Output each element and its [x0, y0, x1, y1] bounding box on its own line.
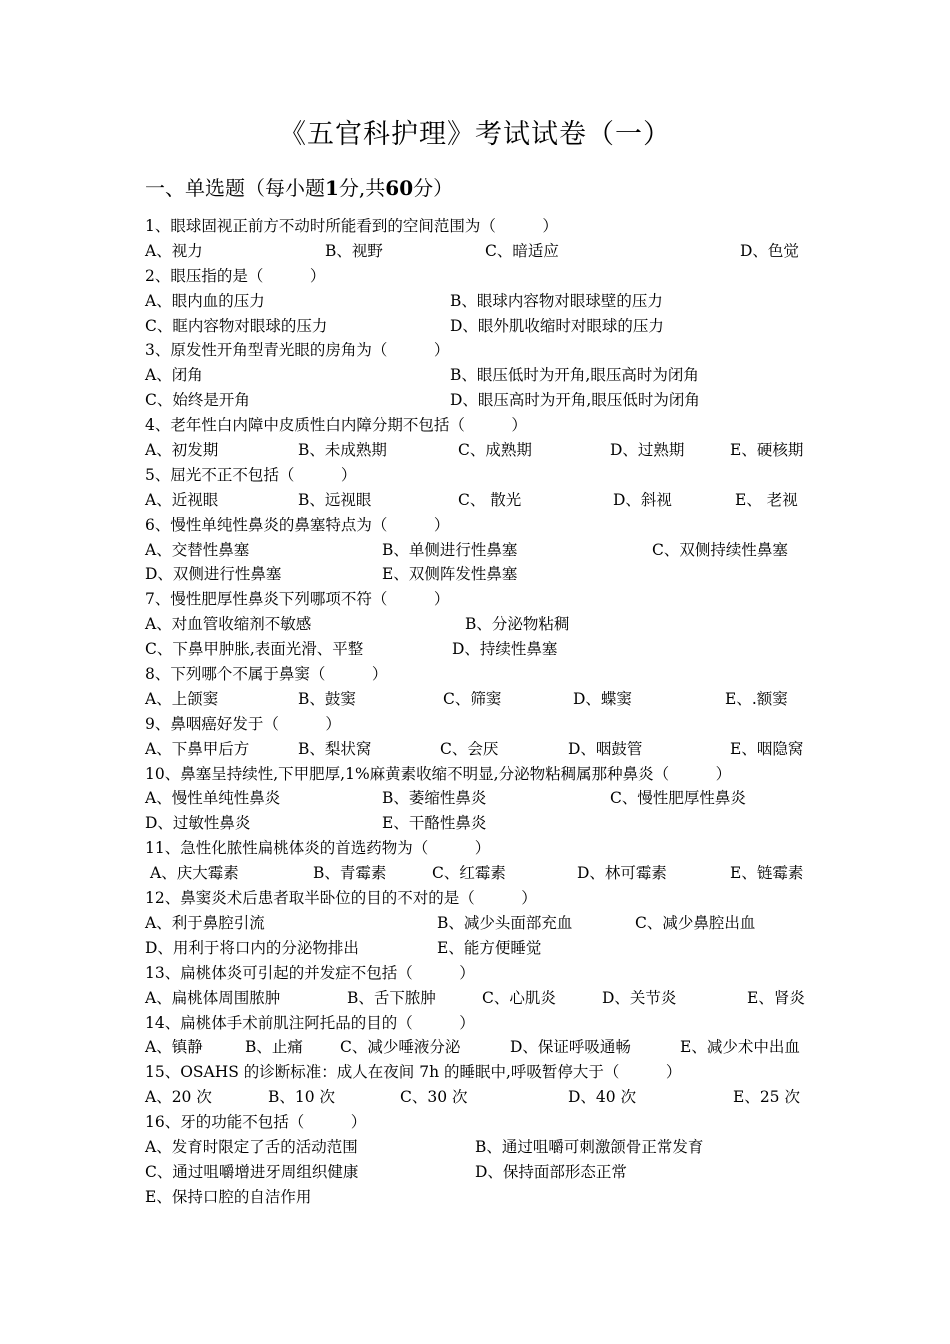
option: C、慢性肥厚性鼻炎 [610, 789, 746, 808]
option-row [145, 936, 815, 961]
option-row [145, 1085, 815, 1110]
option: E、保持口腔的自洁作用 [145, 1187, 312, 1206]
option: D、持续性鼻塞 [452, 640, 558, 659]
section-mid: 分,共 [338, 176, 386, 200]
option: D、眼压高时为开角,眼压低时为闭角 [450, 391, 700, 410]
option: C、减少鼻腔出血 [635, 913, 756, 932]
option: B、眼球内容物对眼球壁的压力 [450, 291, 663, 310]
option: C、心肌炎 [482, 988, 556, 1007]
question-stem: 14、扁桃体手术前肌注阿托品的目的（ ） [145, 1013, 475, 1032]
option: A、初发期 [145, 441, 219, 460]
option-row [145, 314, 815, 339]
option: A、闭角 [145, 366, 203, 385]
option: A、近视眼 [145, 490, 219, 509]
option-row [145, 1185, 815, 1210]
option: E、减少术中出血 [680, 1038, 800, 1057]
exam-title: 《五官科护理》考试试卷（一） [279, 119, 671, 150]
option-row [145, 637, 815, 662]
option: E、能方便睡觉 [437, 938, 542, 957]
option: B、10 次 [268, 1088, 336, 1107]
option: B、鼓窦 [298, 689, 356, 708]
option: E、链霉素 [730, 864, 804, 883]
option: A、20 次 [145, 1088, 212, 1107]
option: C、始终是开角 [145, 391, 250, 410]
option: A、交替性鼻塞 [145, 540, 250, 559]
option-row [145, 811, 815, 836]
option-row [145, 612, 815, 637]
option: A、扁桃体周围脓肿 [145, 988, 281, 1007]
option: A、眼内血的压力 [145, 291, 265, 310]
option: D、林可霉素 [577, 864, 667, 883]
option: C、减少唾液分泌 [340, 1038, 461, 1057]
option: E、硬核期 [730, 441, 804, 460]
option: B、减少头面部充血 [437, 913, 573, 932]
option: B、远视眼 [298, 490, 372, 509]
option: D、眼外肌收缩时对眼球的压力 [450, 316, 664, 335]
section-prefix: 一、单选题（每小题 [145, 176, 325, 200]
question-stem: 1、眼球固视正前方不动时所能看到的空间范围为（ ） [145, 217, 558, 235]
option: C、 散光 [458, 490, 522, 509]
option-row [145, 239, 815, 264]
question-stem: 4、老年性白内障中皮质性白内障分期不包括（ ） [145, 416, 527, 435]
option: C、双侧持续性鼻塞 [652, 540, 788, 559]
question-stem: 2、眼压指的是（ ） [145, 266, 326, 285]
question-stem: 5、屈光不正不包括（ ） [145, 465, 357, 484]
option: A、下鼻甲后方 [145, 739, 250, 758]
option: A、对血管收缩剂不敏感 [145, 615, 312, 634]
option: A、慢性单纯性鼻炎 [145, 789, 281, 808]
question-stem: 8、下列哪个不属于鼻窦（ ） [145, 665, 388, 684]
option-row [145, 986, 815, 1011]
option-row [145, 687, 815, 712]
option: B、梨状窝 [298, 739, 372, 758]
option: D、保持面部形态正常 [475, 1162, 627, 1181]
option: B、单侧进行性鼻塞 [382, 540, 518, 559]
option-row [145, 488, 815, 513]
option: D、用利于将口内的分泌物排出 [145, 938, 359, 957]
option-row [145, 1160, 815, 1185]
option: C、筛窦 [443, 689, 502, 708]
question-stem: 10、鼻塞呈持续性,下甲肥厚,1%麻黄素收缩不明显,分泌物粘稠属那种鼻炎（ ） [145, 764, 732, 783]
option-row [145, 1035, 815, 1060]
option-row [145, 388, 815, 413]
option: D、40 次 [568, 1088, 637, 1107]
option: E、.额窦 [725, 689, 788, 708]
option: C、成熟期 [458, 441, 532, 460]
question-stem: 16、牙的功能不包括（ ） [145, 1113, 367, 1132]
option: C、红霉素 [432, 864, 506, 883]
section-heading [145, 172, 453, 201]
option: A、镇静 [145, 1038, 203, 1057]
option: D、咽鼓管 [568, 739, 643, 758]
option: B、未成熟期 [298, 441, 387, 460]
question-stem: 13、扁桃体炎可引起的并发症不包括（ ） [145, 963, 475, 982]
option: B、分泌物粘稠 [465, 615, 570, 634]
option: D、色觉 [740, 241, 799, 260]
option: C、眶内容物对眼球的压力 [145, 316, 328, 335]
option-row [145, 1135, 815, 1160]
option: C、通过咀嚼增进牙周组织健康 [145, 1162, 359, 1181]
option-row [145, 737, 815, 762]
option: D、关节炎 [602, 988, 677, 1007]
option: B、止痛 [245, 1038, 303, 1057]
option: A、发育时限定了舌的活动范围 [145, 1137, 358, 1156]
option: E、双侧阵发性鼻塞 [382, 565, 518, 584]
question-list [145, 214, 815, 1210]
section-num2: 60 [385, 176, 414, 200]
option: D、斜视 [613, 490, 672, 509]
option-row [145, 786, 815, 811]
option: B、眼压低时为开角,眼压高时为闭角 [450, 366, 699, 385]
question-stem: 12、鼻窦炎术后患者取半卧位的目的不对的是（ ） [145, 889, 537, 908]
option: B、萎缩性鼻炎 [382, 789, 487, 808]
option: B、通过咀嚼可刺激颌骨正常发育 [475, 1137, 704, 1156]
section-suffix: 分） [413, 176, 454, 200]
question-stem: 9、鼻咽癌好发于（ ） [145, 714, 341, 733]
question-stem: 3、原发性开角型青光眼的房角为（ ） [145, 341, 450, 360]
option: E、25 次 [733, 1088, 800, 1107]
option: C、会厌 [440, 739, 499, 758]
option: D、保证呼吸通畅 [510, 1038, 631, 1057]
option: E、 老视 [735, 490, 798, 509]
option: E、干酪性鼻炎 [382, 814, 487, 833]
option: D、双侧进行性鼻塞 [145, 565, 282, 584]
option: B、视野 [325, 241, 383, 260]
question-stem: 15、OSAHS 的诊断标准：成人在夜间 7h 的睡眠中,呼吸暂停大于（ ） [145, 1063, 682, 1082]
option: A、利于鼻腔引流 [145, 913, 265, 932]
option-row [145, 538, 815, 563]
option-row [145, 289, 815, 314]
option: A、庆大霉素 [150, 864, 239, 883]
section-num1: 1 [325, 176, 339, 200]
question-stem: 11、急性化脓性扁桃体炎的首选药物为（ ） [145, 839, 491, 858]
option: E、肾炎 [747, 988, 805, 1007]
option-row [145, 911, 815, 936]
option-row [145, 861, 815, 886]
option: D、过熟期 [610, 441, 685, 460]
option: E、咽隐窝 [730, 739, 804, 758]
question-stem: 6、慢性单纯性鼻炎的鼻塞特点为（ ） [145, 515, 450, 534]
question-stem: 7、慢性肥厚性鼻炎下列哪项不符（ ） [145, 590, 450, 609]
option: C、暗适应 [485, 241, 559, 260]
option: B、青霉素 [313, 864, 387, 883]
option: A、视力 [145, 241, 203, 260]
option-row [145, 438, 815, 463]
option: D、过敏性鼻炎 [145, 814, 251, 833]
option-row [145, 363, 815, 388]
option: D、蝶窦 [573, 689, 632, 708]
option: A、上颌窦 [145, 689, 219, 708]
option: C、30 次 [400, 1088, 468, 1107]
option: B、舌下脓肿 [347, 988, 436, 1007]
option: C、下鼻甲肿胀,表面光滑、平整 [145, 640, 364, 659]
option-row [145, 562, 815, 587]
